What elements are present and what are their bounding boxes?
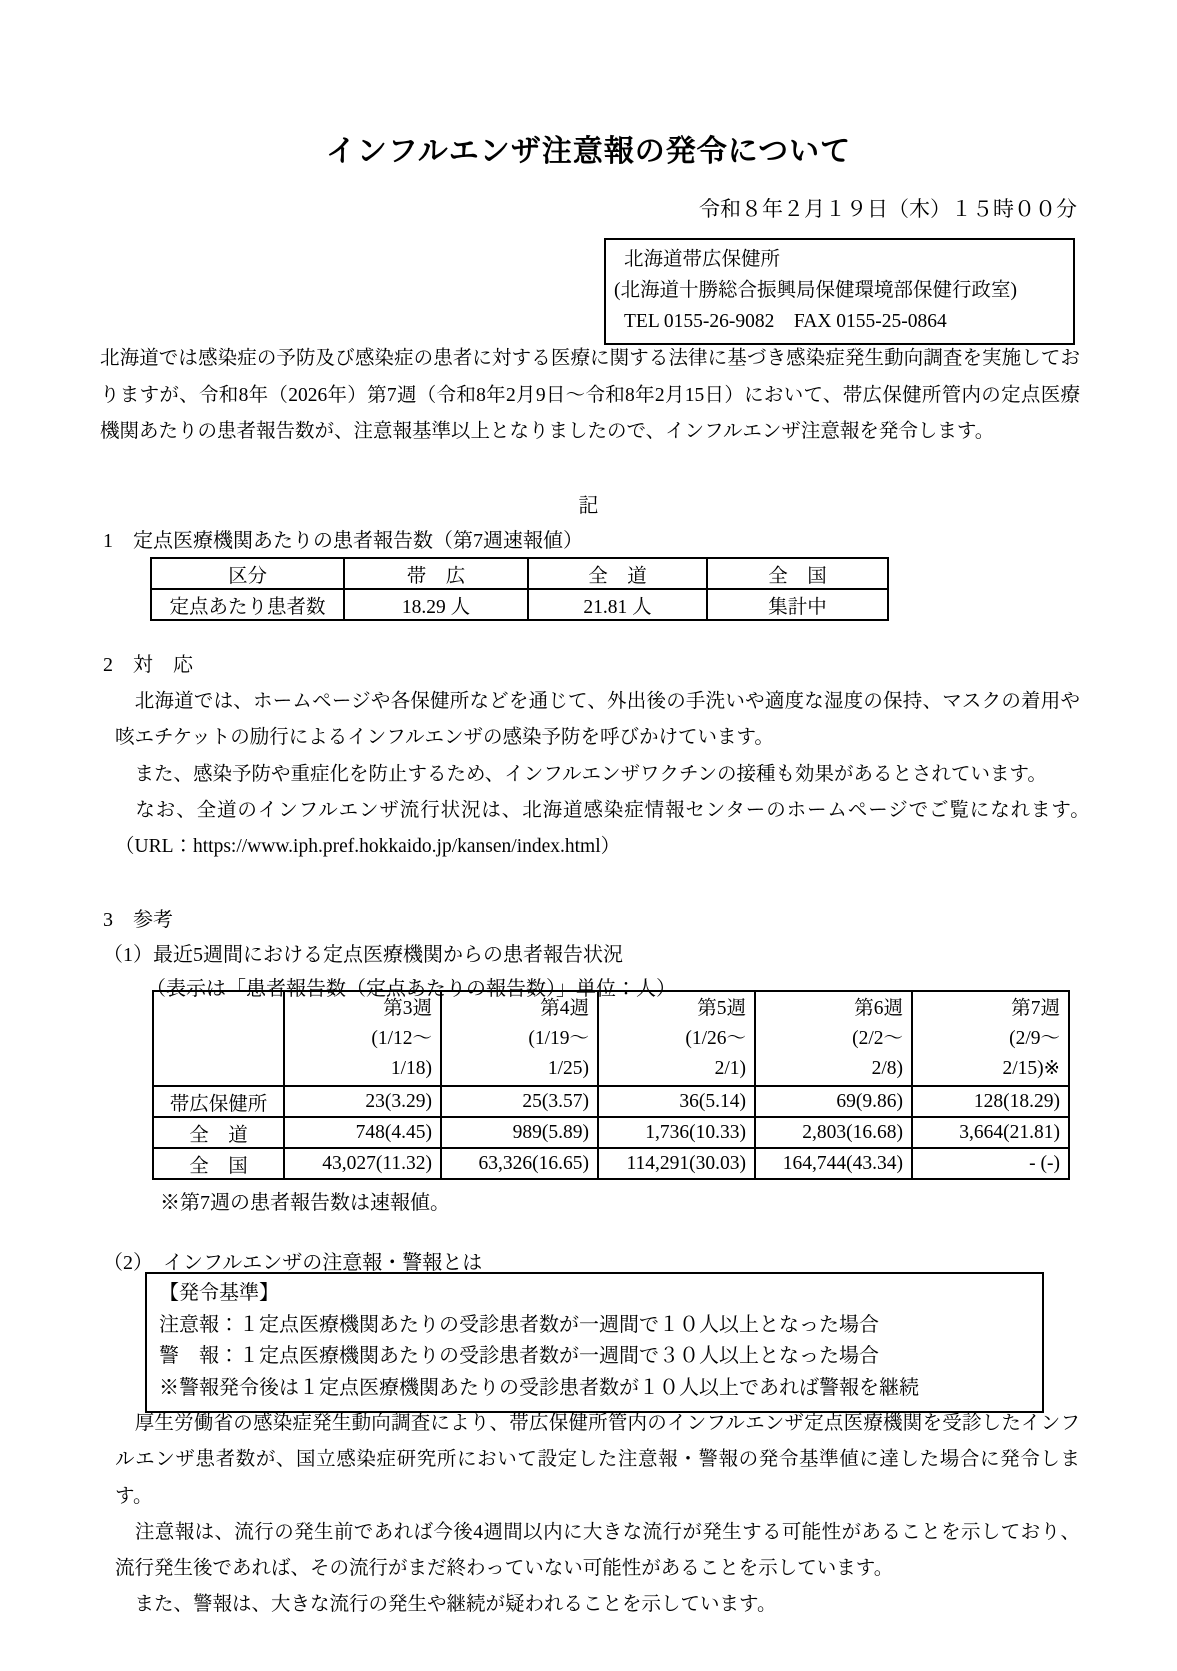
section2-paragraph-2: また、感染予防や重症化を防止するため、インフルエンザワクチンの接種も効果があるとされています。 [115,763,1047,785]
section2-heading: 2 対 応 [103,654,193,676]
table1-header-zenkoku: 全 国 [707,558,888,589]
contact-box [604,238,1075,345]
week-label: 第4週 [540,997,589,1019]
table1-header-kubun: 区分 [151,558,344,589]
week-range-to: 1/18) [390,1057,432,1079]
week-label: 第5週 [697,997,746,1019]
table-header-row [151,558,888,589]
week-range-from: (1/19～ [528,1027,589,1049]
section3-sub2-heading: （2） インフルエンザの注意報・警報とは [103,1252,483,1274]
table2-header-week5 [598,991,755,1086]
table2-header-week3 [284,991,441,1086]
table1-value-zendo: 21.81 人 [528,589,707,620]
row-label: 全 道 [153,1117,284,1148]
table-row [151,589,888,620]
office-subname: (北海道十勝総合振興局保健環境部保健行政室) [614,280,1017,301]
office-name: 北海道帯広保健所 [624,249,781,270]
table2-header-week7 [912,991,1069,1086]
office-tel-fax: TEL 0155-26-9082 FAX 0155-25-0864 [624,311,947,332]
table1-header-obihiro: 帯 広 [344,558,528,589]
cell-value: 36(5.14) [598,1086,755,1117]
table2-corner-cell [153,991,284,1086]
week-label: 第7週 [1011,997,1060,1019]
week-range-to: 2/8) [871,1057,903,1079]
week7-summary-table [150,557,889,621]
cell-value: 69(9.86) [755,1086,912,1117]
table-row-zenkoku [153,1148,1069,1179]
sub2-paragraph-3: また、警報は、大きな流行の発生や継続が疑われることを示しています。 [115,1594,777,1616]
table-row-obihiro [153,1086,1069,1117]
week-range-from: (1/26～ [685,1027,746,1049]
cell-value: 114,291(30.03) [598,1148,755,1179]
cell-value: - (-) [912,1148,1069,1179]
section2-paragraph-3-url: なお、全道のインフルエンザ流行状況は、北海道感染症情報センターのホームページでご覧になれます。 （URL：https://www.iph.pref.hokkaido.jp/kansen/index.html） [115,799,1100,858]
ki-label: 記 [578,495,599,517]
week-range-to: 1/25) [547,1057,589,1079]
row-label: 帯広保健所 [153,1086,284,1117]
cell-value: 1,736(10.33) [598,1117,755,1148]
week-range-from: (1/12～ [371,1027,432,1049]
section3-sub1-subheading: （表示は「患者報告数（定点あたりの報告数）」単位：人） [146,978,676,1000]
table1-header-zendo: 全 道 [528,558,707,589]
section3-sub2-body [115,1406,1080,1624]
cell-value: 748(4.45) [284,1117,441,1148]
section2-paragraph-1: 北海道では、ホームページや各保健所などを通じて、外出後の手洗いや適度な湿度の保持、マスクの着用や咳エチケットの励行によるインフルエンザの感染予防を呼びかけています。 [115,691,1080,749]
cell-value: 3,664(21.81) [912,1117,1069,1148]
five-week-report-table [152,990,1070,1180]
table1-value-obihiro: 18.29 人 [344,589,528,620]
week-range-from: (2/2～ [852,1027,903,1049]
intro-paragraph: 北海道では感染症の予防及び感染症の患者に対する医療に関する法律に基づき感染症発生動向調査を実施しておりますが、令和8年（2026年）第7週（令和8年2月9日～令和8年2月15日）において、帯広保健所管内の定点医療機関あたりの患者報告数が、注意報基準以上となりましたので、インフルエンザ注意報を発令します。 [100,348,1080,442]
section1-heading: 1 定点医療機関あたりの患者報告数（第7週速報値） [103,530,583,552]
section2-body [115,684,1100,865]
table2-footnote: ※第7週の患者報告数は速報値。 [160,1192,450,1214]
cell-value: 128(18.29) [912,1086,1069,1117]
criteria-title: 【発令基準】 [159,1282,279,1304]
cell-value: 164,744(43.34) [755,1148,912,1179]
week-label: 第3週 [383,997,432,1019]
criteria-box [145,1272,1044,1413]
criteria-rule-advisory: 注意報：１定点医療機関あたりの受診患者数が一週間で１０人以上となった場合 [159,1313,879,1336]
cell-value: 63,326(16.65) [441,1148,598,1179]
page-title: インフルエンザ注意報の発令について [325,135,852,168]
table2-header-week4 [441,991,598,1086]
sub2-paragraph-2: 注意報は、流行の発生前であれば今後4週間以内に大きな流行が発生する可能性があることを示しており、流行発生後であれば、その流行がまだ終わっていない可能性があることを示しています。 [115,1521,1080,1580]
cell-value: 23(3.29) [284,1086,441,1117]
table1-value-zenkoku: 集計中 [707,589,888,620]
table-header-row [153,991,1069,1086]
table2-header-week6 [755,991,912,1086]
cell-value: 989(5.89) [441,1117,598,1148]
week-range-from: (2/9～ [1009,1027,1060,1049]
week-range-to: 2/1) [714,1057,746,1079]
cell-value: 25(3.57) [441,1086,598,1117]
criteria-rule-warning: 警 報：１定点医療機関あたりの受診患者数が一週間で３０人以上となった場合 [159,1345,879,1367]
issue-datetime: 令和８年２月１９日（木）１５時００分 [699,197,1077,221]
table1-row-label: 定点あたり患者数 [151,589,344,620]
section3-sub1-heading: （1）最近5週間における定点医療機関からの患者報告状況 [103,944,623,966]
row-label: 全 国 [153,1148,284,1179]
cell-value: 43,027(11.32) [284,1148,441,1179]
criteria-rule-continuation: ※警報発令後は１定点医療機関あたりの受診患者数が１０人以上であれば警報を継続 [159,1376,919,1399]
table-row-zendo [153,1117,1069,1148]
sub2-paragraph-1: 厚生労働省の感染症発生動向調査により、帯広保健所管内のインフルエンザ定点医療機関を受診したインフルエンザ患者数が、国立感染症研究所において設定した注意報・警報の発令基準値に達した場合に発令します。 [115,1413,1080,1507]
week-label: 第6週 [854,997,903,1019]
cell-value: 2,803(16.68) [755,1117,912,1148]
section3-heading: 3 参考 [103,909,173,931]
week-range-to: 2/15)※ [1002,1057,1060,1079]
